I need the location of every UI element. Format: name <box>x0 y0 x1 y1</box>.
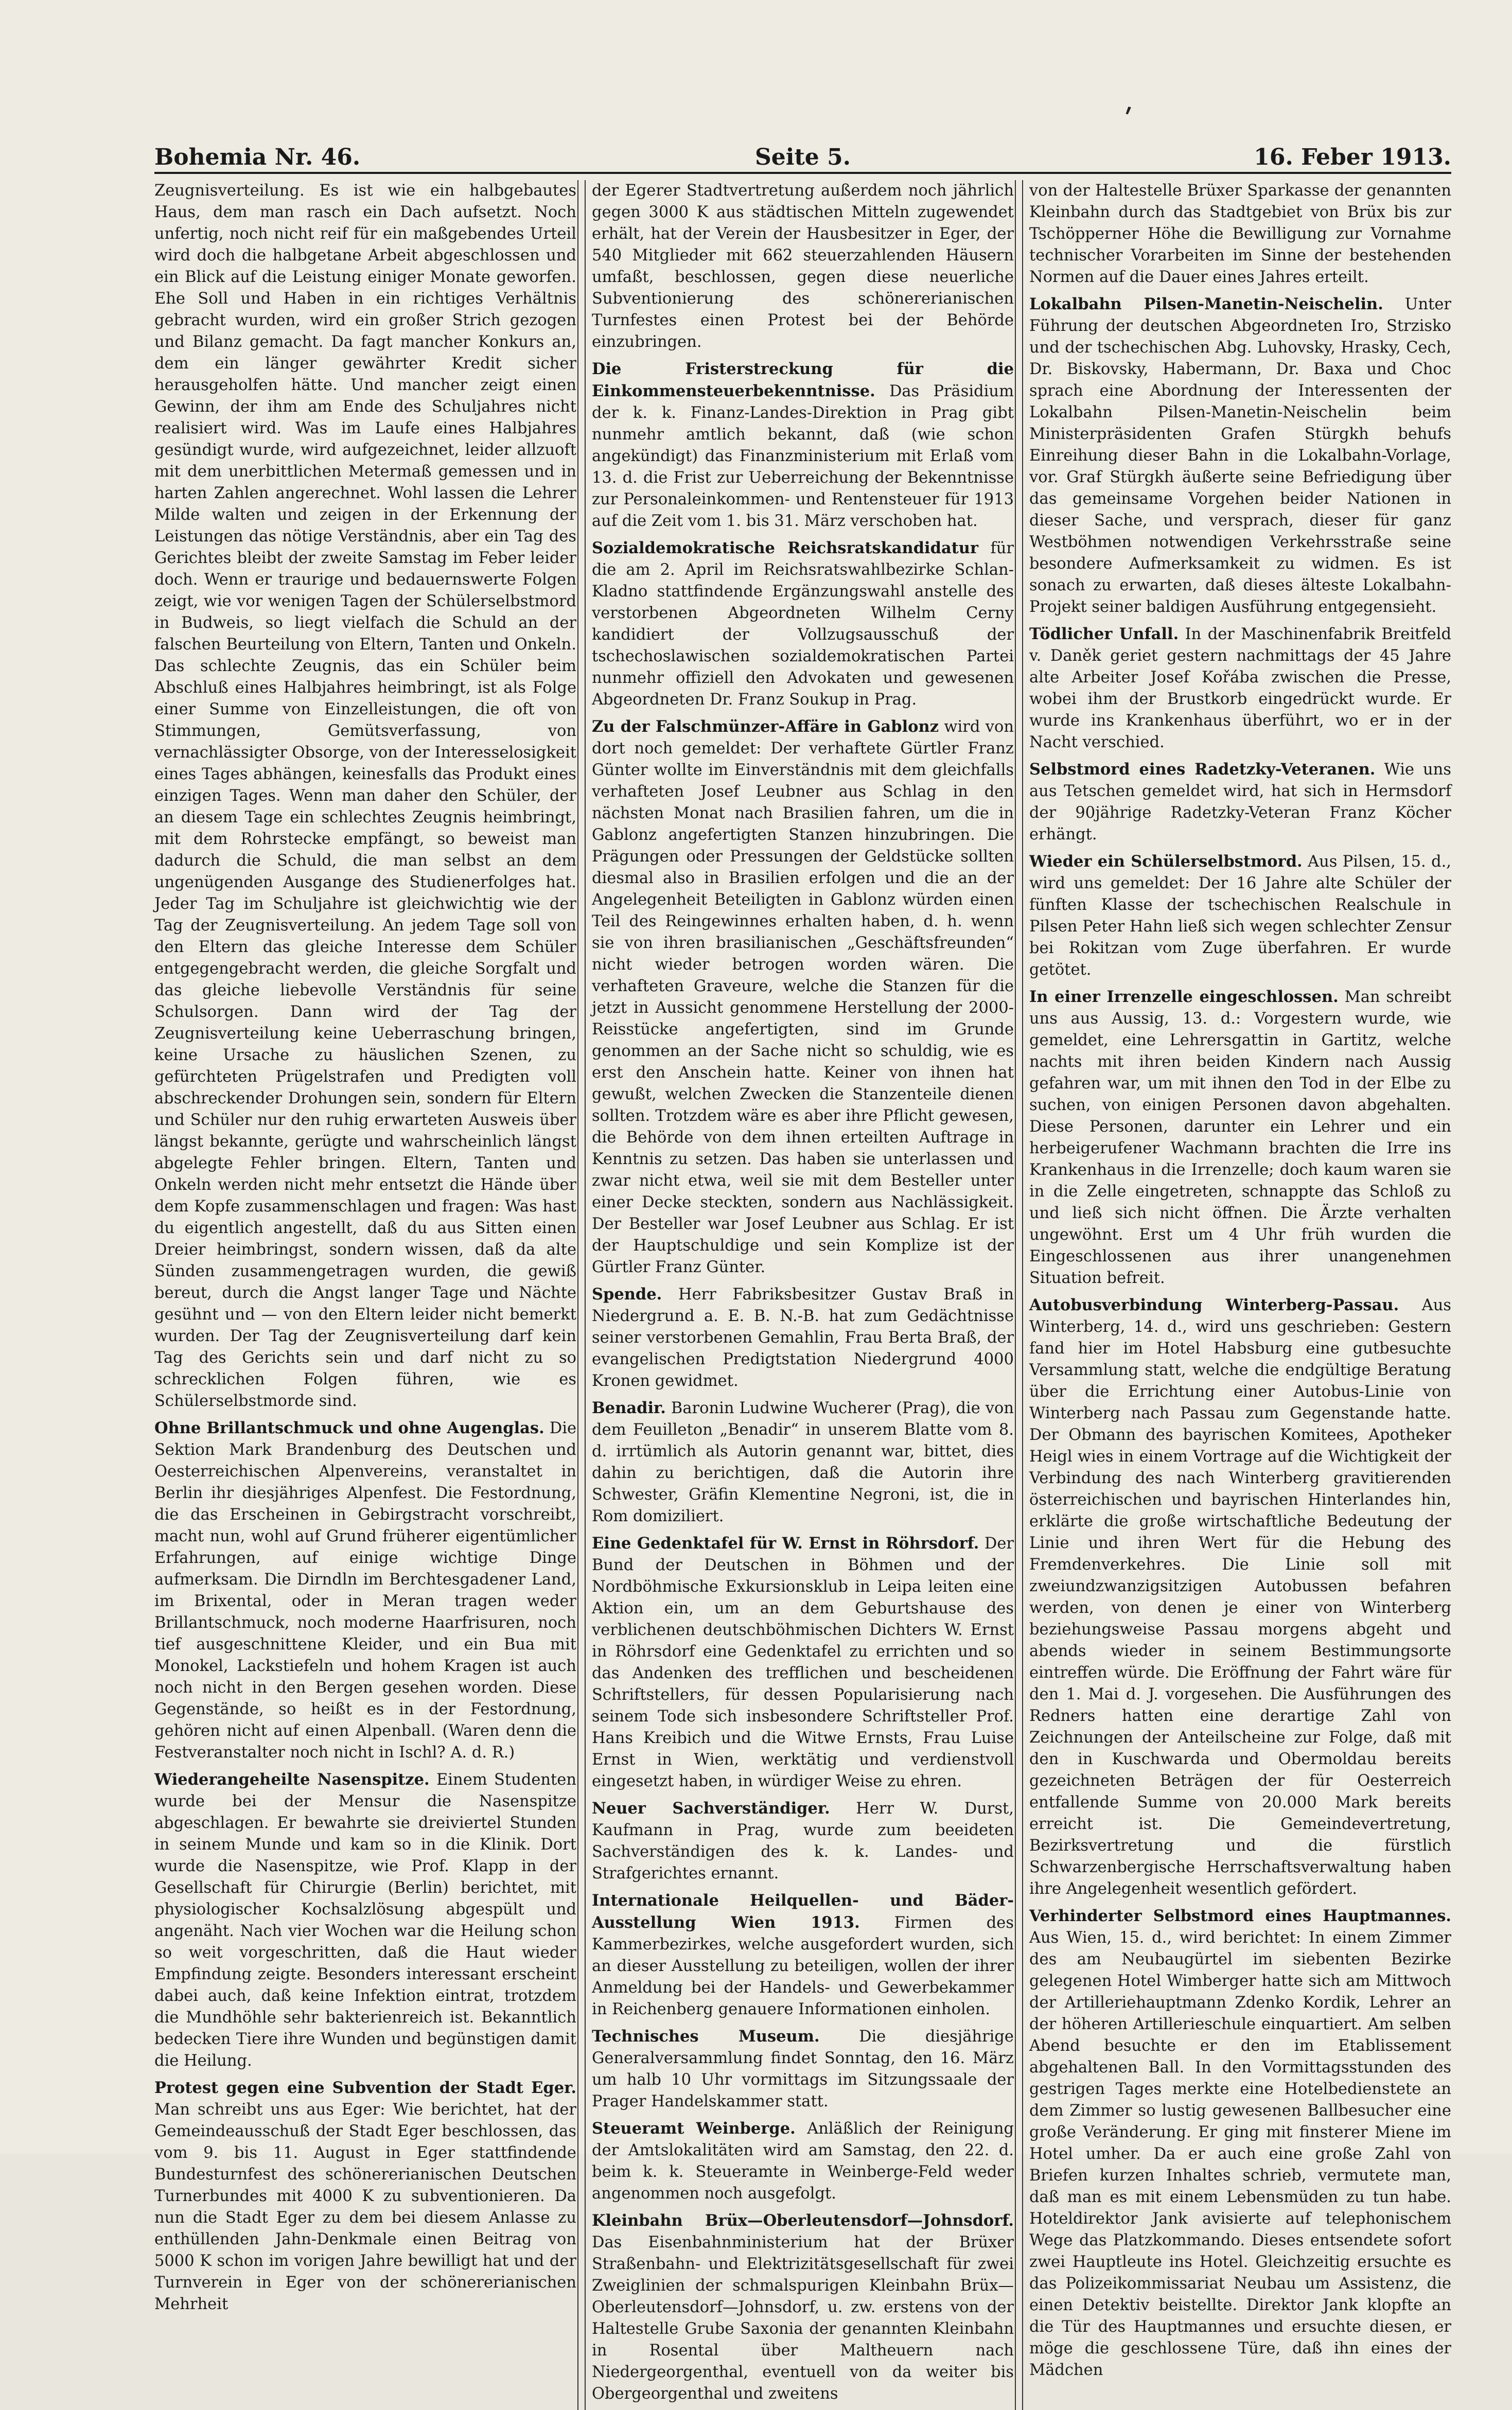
header-rule <box>154 172 1451 174</box>
article-body: Das Präsidium der k. k. Finanz-Landes-Direktion in Prag gibt nunmehr amtlich bekannt, daß (wie schon angekündigt) das Finanzministerium mit Erlaß vom 13. d. die Frist zur Ueberreichung der Bekenntnisse zur Personaleinkommen- und Rentensteuer für 1913 auf die Zeit vom 1. bis 31. März verschoben hat. <box>592 382 1014 530</box>
article-body: Aus Winterberg, 14. d., wird uns geschrieben: Gestern fand hier im Hotel Habsburg eine gutbesuchte Versammlung statt, welche die endgültige Beratung über die Errichtung einer Autobus-Linie von Winterberg nach Passau zum Gegenstande hatte. Der Obmann des bayrischen Komitees, Apotheker Heigl wies in einem Vortrage auf die Wichtigkeit der Verbindung des nach Winterberg gravitierenden österreichischen und bayrischen Hinterlandes hin, erklärte die große wirtschaftliche Bedeutung der Linie und ihren Wert für die Hebung des Fremdenverkehres. Die Linie soll mit zweiundzwanzigsitzigen Autobussen befahren werden, von denen je einer von Winterberg beziehungsweise Passau morgens abgeht und abends wieder in seinem Bestimmungsorte eintreffen würde. Die Eröffnung der Fahrt wäre für den 1. Mai d. J. vorgesehen. Die Ausführungen des Redners hatten eine derartige Zahl von Zeichnungen der Anteilscheine zur Folge, daß mit den in Kuschwarda und Obermoldau bereits gezeichneten Beträgen der für Oesterreich entfallende Summe von 20.000 Mark bereits erreicht ist. Die Gemeindevertretung, Bezirksvertretung und die fürstlich Schwarzenbergische Herrschaftsverwaltung haben ihre Angelegenheit wesentlich gefördert. <box>1029 1296 1451 1898</box>
article-body: der Egerer Stadtvertretung außerdem noch jährlich gegen 3000 K aus städtischen Mitteln zugewendet erhält, hat der Verein der Hausbesitzer in Eger, der 540 Mitglieder mit 662 steuerzahlenden Häusern umfaßt, beschlossen, gegen diese neuerliche Subventionierung des schönererianischen Turnfestes einen Protest bei der Behörde einzubringen. <box>592 182 1014 351</box>
article <box>592 716 1014 1278</box>
article-headline: Autobusverbindung Winterberg-Passau. <box>1029 1296 1399 1314</box>
pen-mark: ʹ <box>1118 102 1134 139</box>
article <box>1029 851 1451 981</box>
article <box>592 1890 1014 2020</box>
page-header <box>154 134 1451 175</box>
article-body: In der Maschinenfabrik Breitfeld v. Daněk geriet gestern nachmittags der 45 Jahre alte Arbeiter Josef Kořába zwischen die Presse, wobei ihm der Brustkorb eingedrückt wurde. Er wurde ins Krankenhaus überführt, wo er in der Nacht verschied. <box>1029 625 1451 751</box>
article-headline: In einer Irrenzelle eingeschlossen. <box>1029 988 1339 1006</box>
article <box>1029 623 1451 753</box>
article-headline: Wieder ein Schülerselbstmord. <box>1029 852 1303 871</box>
article <box>592 537 1014 711</box>
article-body: Aus Pilsen, 15. d., wird uns gemeldet: Der 16 Jahre alte Schüler der fünften Klasse der tschechischen Realschule in Pilsen Peter Hahn ließ sich wegen schlechter Zensur bei Rokitzan vom Zuge überfahren. Er wurde getötet. <box>1029 853 1451 979</box>
article-headline: Protest gegen eine Subvention der Stadt Eger. <box>154 2079 576 2097</box>
article <box>592 1397 1014 1527</box>
article <box>1029 1905 1451 2381</box>
article <box>592 1798 1014 1885</box>
article-headline: Benadir. <box>592 1399 666 1417</box>
article <box>1029 293 1451 618</box>
article <box>592 2026 1014 2113</box>
article <box>154 2077 576 2315</box>
article <box>1029 986 1451 1289</box>
article-body: Firmen des Kammerbezirkes, welche ausgefordert wurden, sich an dieser Ausstellung zu beteiligen, wollen der ihrer Anmeldung bei der Handels- und Gewerbekammer in Reichenberg genauere Informationen einholen. <box>592 1914 1014 2018</box>
article-headline: Eine Gedenktafel für W. Ernst in Röhrsdorf. <box>592 1534 979 1553</box>
article-body: Herr Fabriksbesitzer Gustav Braß in Niedergrund a. E. B. N.-B. hat zum Gedächtnisse seiner verstorbenen Gemahlin, Frau Berta Braß, der evangelischen Predigtstation Niedergrund 4000 Kronen gewidmet. <box>592 1286 1014 1390</box>
article-headline: Steueramt Weinberge. <box>592 2119 796 2138</box>
article-body: Wie uns aus Tetschen gemeldet wird, hat sich in Hermsdorf der 90jährige Radetzky-Veteran Franz Köcher erhängt. <box>1029 761 1451 843</box>
page-number: Seite 5. <box>754 144 851 170</box>
article <box>592 2118 1014 2205</box>
article <box>154 180 576 1412</box>
article-body: Die Sektion Mark Brandenburg des Deutschen und Oesterreichischen Alpenvereins, veranstaltet in Berlin ihr diesjähriges Alpenfest. Die Festordnung, die das Erscheinen in Gebirgstracht vorschreibt, macht nun, wohl auf Grund früherer eigentümlicher Erfahrungen, auf einige wichtige Dinge aufmerksam. Die Dirndln im Berchtesgadener Land, im Brixental, oder in Meran tragen weder Brillantschmuck, noch moderne Haarfrisuren, noch tief ausgeschnittene Kleider, und ein Bua mit Monokel, Lackstiefeln und hohem Kragen ist auch noch nicht in den Bergen gesehen worden. Diese Gegenstände, so heißt es in der Festordnung, gehören nicht auf einen Alpenball. (Waren denn die Festveranstalter noch nicht in Ischl? A. d. R.) <box>154 1419 577 1762</box>
article-headline: Sozialdemokratische Reichsratskandidatur <box>592 539 979 557</box>
article-headline: Spende. <box>592 1285 662 1304</box>
article-body: Aus Wien, 15. d., wird berichtet: In einem Zimmer des am Neubaugürtel im siebenten Bezirke gelegenen Hotel Wimberger hatte sich am Mittwoch der Artilleriehauptmann Zdenko Kordik, Lehrer an der höheren Artillerieschule einquartiert. Am selben Abend besuchte er den im Etablissement abgehaltenen Ball. In den Vormittagsstunden des gestrigen Tages merkte eine Hotelbedienstete an dem Zimmer so lustig gewesenen Ballbesucher eine große Veränderung. Er ging mit finsterer Miene im Hotel umher. Da er auch eine große Zahl von Briefen kurzen Inhaltes schrieb, vermutete man, daß man es mit einem Lebensmüden zu tun habe. Hoteldirektor Jank avisierte auf telephonischem Wege das Platzkommando. Dieses entsendete sofort zwei Hauptleute ins Hotel. Gleichzeitig ersuchte es das Polizeikommissariat Neubau um Assistenz, die einen Detektiv beistellte. Direktor Jank klopfte an die Tür des Hauptmannes und ersuchte diesen, er möge die geschlossene Türe, daß ihn eines der Mädchen <box>1029 1929 1451 2379</box>
article-body: Man schreibt uns aus Aussig, 13. d.: Vorgestern wurde, wie gemeldet, eine Lehrersgattin in Gartitz, welche nachts mit ihren beiden Kindern nach Aussig gefahren war, um mit ihnen den Tod in der Elbe zu suchen, von einigen Personen davon abgehalten. Diese Personen, darunter ein Lehrer und ein herbeigerufener Wachmann brachten die Irre ins Krankenhaus in die Irrenzelle; doch kaum waren sie in die Zelle eingetreten, schnappte das Schloß zu und ließ sich nicht öffnen. Die Ärzte verhalten ungewöhnt. Erst um 4 Uhr früh wurden die Eingeschlossenen aus ihrer unangenehmen Situation befreit. <box>1029 988 1452 1287</box>
column-2 <box>585 180 1014 2410</box>
article <box>154 1769 576 2072</box>
article-headline: Selbstmord eines Radetzky-Veteranen. <box>1029 760 1376 779</box>
article <box>154 1417 576 1764</box>
article-body: Die diesjährige Generalversammlung findet Sonntag, den 16. März um halb 10 Uhr vormittags im Sitzungssaale der Prager Handelskammer statt. <box>592 2028 1014 2110</box>
article-headline: Ohne Brillantschmuck und ohne Augenglas. <box>154 1419 544 1437</box>
issue-date: 16. Feber 1913. <box>1254 144 1451 170</box>
article <box>1029 1294 1451 1900</box>
article-body: wird von dort noch gemeldet: Der verhaftete Gürtler Franz Günter wollte im Einverständnis mit dem gleichfalls verhafteten Josef Leubner aus Schlag in den nächsten Monat nach Brasilien fahren, um die in Gablonz angefertigten Stanzen hinzubringen. Die Prägungen oder Pressungen der Geldstücke sollten diesmal also in Brasilien erfolgen und die an der Angelegenheit Beteiligten in Gablonz würden einen Teil des Reingewinnes erhalten haben, d. h. wenn sie von ihren brasilianischen „Geschäftsfreunden“ nicht wieder betrogen worden wären. Die verhafteten Graveure, welche die Stanzen für die jetzt in Aussicht genommene Herstellung der 2000-Reisstücke angefertigten, sind im Grunde genommen an der Sache nicht so schuldig, wie es erst den Anschein hatte. Keiner von ihnen hat gewußt, welchen Zwecken die Stanzenteile dienen sollten. Trotzdem wäre es aber ihre Pflicht gewesen, die Behörde von dem ihnen erteilten Auftrage in Kenntnis zu setzen. Das haben sie unterlassen und zwar nicht etwa, weil sie mit dem Besteller unter einer Decke steckten, sondern aus Nachlässigkeit. Der Besteller war Josef Leubner aus Schlag. Er ist der Hauptschuldige und sein Komplize ist der Gürtler Franz Günter. <box>592 718 1014 1276</box>
article <box>592 180 1014 353</box>
newspaper-issue: Bohemia Nr. 46. <box>154 144 361 170</box>
article-body: Man schreibt uns aus Eger: Wie berichtet, hat der Gemeindeausschuß der Stadt Eger beschlossen, das vom 9. bis 11. August in Eger stattfindende Bundesturnfest des schönererianischen Deutschen Turnerbundes mit 4000 K zu subventionieren. Da nun die Stadt Eger zu dem bei diesem Anlasse zu enthüllenden Jahn-Denkmale einen Beitrag von 5000 K schon im vorigen Jahre bewilligt hat und der Turnverein in Eger von der schönererianischen Mehrheit <box>154 2101 576 2313</box>
article <box>592 1533 1014 1792</box>
article <box>592 358 1014 532</box>
article-body: Herr W. Durst, Kaufmann in Prag, wurde zum beeideten Sachverständigen des k. k. Landes- und Strafgerichtes ernannt. <box>592 1800 1014 1883</box>
article-body: Anläßlich der Reinigung der Amtslokalitäten wird am Samstag, den 22. d. beim k. k. Steueramte in Weinberge-Feld weder angenommen noch ausgefolgt. <box>592 2120 1014 2203</box>
column-1 <box>154 180 576 2410</box>
article-body: Zeugnisverteilung. Es ist wie ein halbgebautes Haus, dem man rasch ein Dach aufsetzt. Noch unfertig, noch nicht reif für ein maßgebendes Urteil wird doch die halbgetane Arbeit abgeschlossen und ein Blick auf die Leistung einiger Monate geworfen. Ehe Soll und Haben in ein richtiges Verhältnis gebracht wurden, wird ein großer Strich gezogen und Bilanz gemacht. Da fagt mancher Konkurs an, dem ein länger gewährter Kredit sicher herausgeholfen hätte. Und mancher zeigt einen Gewinn, der ihm am Ende des Schuljahres nicht realisiert wird. Was im Laufe eines Halbjahres gesündigt wurde, wird aufgezeichnet, leider allzuoft mit dem unerbittlichen Metermaß gemessen und in harten Zahlen angerechnet. Wohl lassen die Lehrer Milde walten und zeigen in der Erkennung der Leistungen das nötige Verständnis, aber ein Tag des Gerichtes bleibt der zweite Samstag im Feber leider doch. Wenn er traurige und bedauernswerte Folgen zeigt, wie vor wenigen Tagen der Schülerselbstmord in Budweis, so liegt vielfach die Schuld an der falschen Beurteilung von Eltern, Tanten und Onkeln. Das schlechte Zeugnis, das ein Schüler beim Abschluß eines Halbjahres heimbringt, ist als Folge einer Summe von Einzelleistungen, die oft von Stimmungen, Gemütsverfassung, von vernachlässigter Obsorge, von der Interesselosigkeit eines Tages abhängen, keinesfalls das Produkt eines einzigen Tages. Wenn man daher den Schüler, der an diesem Tage ein schlechtes Zeugnis heimbringt, mit dem Rohrstecke empfängt, so beweist man dadurch die Schuld, die man selbst an dem ungenügenden Ausgange des Studienerfolges hat. Jeder Tag im Schuljahre ist gleichwichtig wie der Tag der Zeugnisverteilung. An jedem Tage soll von den Eltern das gleiche Interesse dem Schüler entgegengebracht werden, die gleiche Sorgfalt und das gleiche liebevolle Verständnis für seine Schulsorgen. Dann wird der Tag der Zeugnisverteilung keine Ueberraschung bringen, keine Ursache zu häuslichen Szenen, zu gefürchteten Prügelstrafen und Predigten voll abschreckender Drohungen sein, sondern für Eltern und Schüler nur den ruhig erwarteten Ausweis über längst bekannte, gerügte und wahrscheinlich längst abgelegte Fehler bringen. Eltern, Tanten und Onkeln werden nicht mehr entsetzt die Hände über dem Kopfe zusammenschlagen und fragen: Was hast du eigentlich angestellt, daß du aus Sitten einen Dreier heimbringst, sondern wissen, daß da alte Sünden zusammengetragen wurden, die gewiß bereut, durch die Angst langer Tage und Nächte gesühnt und — von den Eltern leider nicht bemerkt wurden. Der Tag der Zeugnisverteilung darf kein Tag des Gerichts sein und darf nicht zu so schrecklichen Folgen führen, wie es Schülerselbstmorde sind. <box>154 182 576 1410</box>
article-headline: Wiederangeheilte Nasenspitze. <box>154 1770 430 1789</box>
article-body: Unter Führung der deutschen Abgeordneten Iro, Strzisko und der tschechischen Abg. Luhovsky, Hrasky, Cech, Dr. Biskovsky, Habermann, Dr. Baxa und Choc sprach eine Abordnung der Interessenten der Lokalbahn Pilsen-Manetin-Neischelin beim Ministerpräsidenten Grafen Stürgkh behufs Einreihung dieser Bahn in die Lokalbahn-Vorlage, vor. Graf Stürgkh äußerte seine Befriedigung über das gemeinsame Vorgehen beider Nationen in dieser Sache, und versprach, dieser für ganz Westböhmen notwendigen Verkehrsstraße seine besondere Aufmerksamkeit zu widmen. Es ist sonach zu erwarten, daß dieses älteste Lokalbahn-Projekt seiner baldigen Ausführung entgegensieht. <box>1029 295 1451 616</box>
column-3 <box>1022 180 1451 2410</box>
article-headline: Kleinbahn Brüx—Oberleutensdorf—Johnsdorf. <box>592 2211 1014 2230</box>
article <box>592 1283 1014 1392</box>
article <box>592 2210 1014 2405</box>
article-body: Einem Studenten wurde bei der Mensur die Nasenspitze abgeschlagen. Er bewahrte sie dreiviertel Stunden in seinem Munde und kam so in die Klinik. Dort wurde die Nasenspitze, wie Prof. Klapp in der Gesellschaft für Chirurgie (Berlin) berichtet, mit physiologischer Kochsalzlösung abgespült und angenäht. Nach vier Wochen war die Heilung schon so weit vorgeschritten, daß die Haut wieder Empfindung zeigte. Besonders interessant erscheint dabei auch, daß keine Infektion eintrat, trotzdem die Mundhöhle sehr bakterienreich ist. Bekanntlich bedecken Tiere ihre Wunden und begünstigen damit die Heilung. <box>154 1771 577 2070</box>
article <box>1029 180 1451 288</box>
article-body: Der Bund der Deutschen in Böhmen und der Nordböhmische Exkursionsklub in Leipa leiten eine Aktion ein, um an dem Geburtshause des verblichenen deutschböhmischen Dichters W. Ernst in Röhrsdorf eine Gedenktafel zu errichten und so das Andenken des trefflichen und bescheidenen Schriftstellers, für dessen Popularisierung nach seinem Tode sich insbesondere Schriftsteller Prof. Hans Kreibich und die Witwe Ernsts, Frau Luise Ernst in Wien, werktätig und verdienstvoll eingesetzt haben, in würdiger Weise zu ehren. <box>592 1535 1014 1790</box>
article-headline: Technisches Museum. <box>592 2027 820 2046</box>
article-headline: Lokalbahn Pilsen-Manetin-Neischelin. <box>1029 295 1383 313</box>
article-body: Baronin Ludwine Wucherer (Prag), die von dem Feuilleton „Benadir“ in unserem Blatte vom 8. d. irrtümlich als Autorin genannt war, bittet, dies dahin zu berichtigen, daß die Autorin ihre Schwester, Gräfin Klementine Negroni, ist, die in Rom domiziliert. <box>592 1399 1014 1525</box>
article-headline: Verhinderter Selbstmord eines Hauptmannes. <box>1029 1907 1451 1925</box>
article-headline: Neuer Sachverständiger. <box>592 1799 830 1818</box>
article-body: Das Eisenbahnministerium hat der Brüxer Straßenbahn- und Elektrizitätsgesellschaft für zwei Zweiglinien der schmalspurigen Kleinbahn Brüx—Oberleutensdorf—Johnsdorf, u. zw. erstens von der Haltestelle Grube Saxonia der genannten Kleinbahn in Rosental über Maltheuern nach Niedergeorgenthal, eventuell von da weiter bis Obergeorgenthal und zweitens <box>592 2233 1014 2403</box>
article-headline: Internationale Heilquellen- und Bäder-Ausstellung Wien 1913. <box>592 1891 1014 1932</box>
article-headline: Zu der Falschmünzer-Affäre in Gablonz <box>592 717 939 736</box>
article-headline: Die Fristerstreckung für die Einkommensteuerbekenntnisse. <box>592 360 1014 400</box>
article-body: für die am 2. April im Reichsratswahlbezirke Schlan-Kladno stattfindende Ergänzungswahl anstelle des verstorbenen Abgeordneten Wilhelm Cerny kandidiert der Vollzugsausschuß der tschechoslawischen sozialdemokratischen Partei nunmehr offiziell den Advokaten und gewesenen Abgeordneten Dr. Franz Soukup in Prag. <box>592 539 1014 709</box>
article <box>1029 759 1451 846</box>
text-columns <box>154 180 1452 2403</box>
article-headline: Tödlicher Unfall. <box>1029 625 1179 643</box>
article-body: von der Haltestelle Brüxer Sparkasse der genannten Kleinbahn durch das Stadtgebiet von Brüx bis zur Tschöpperner Höhe die Bewilligung zur Vornahme technischer Vorarbeiten im Sinne der bestehenden Normen auf die Dauer eines Jahres erteilt. <box>1029 182 1451 286</box>
